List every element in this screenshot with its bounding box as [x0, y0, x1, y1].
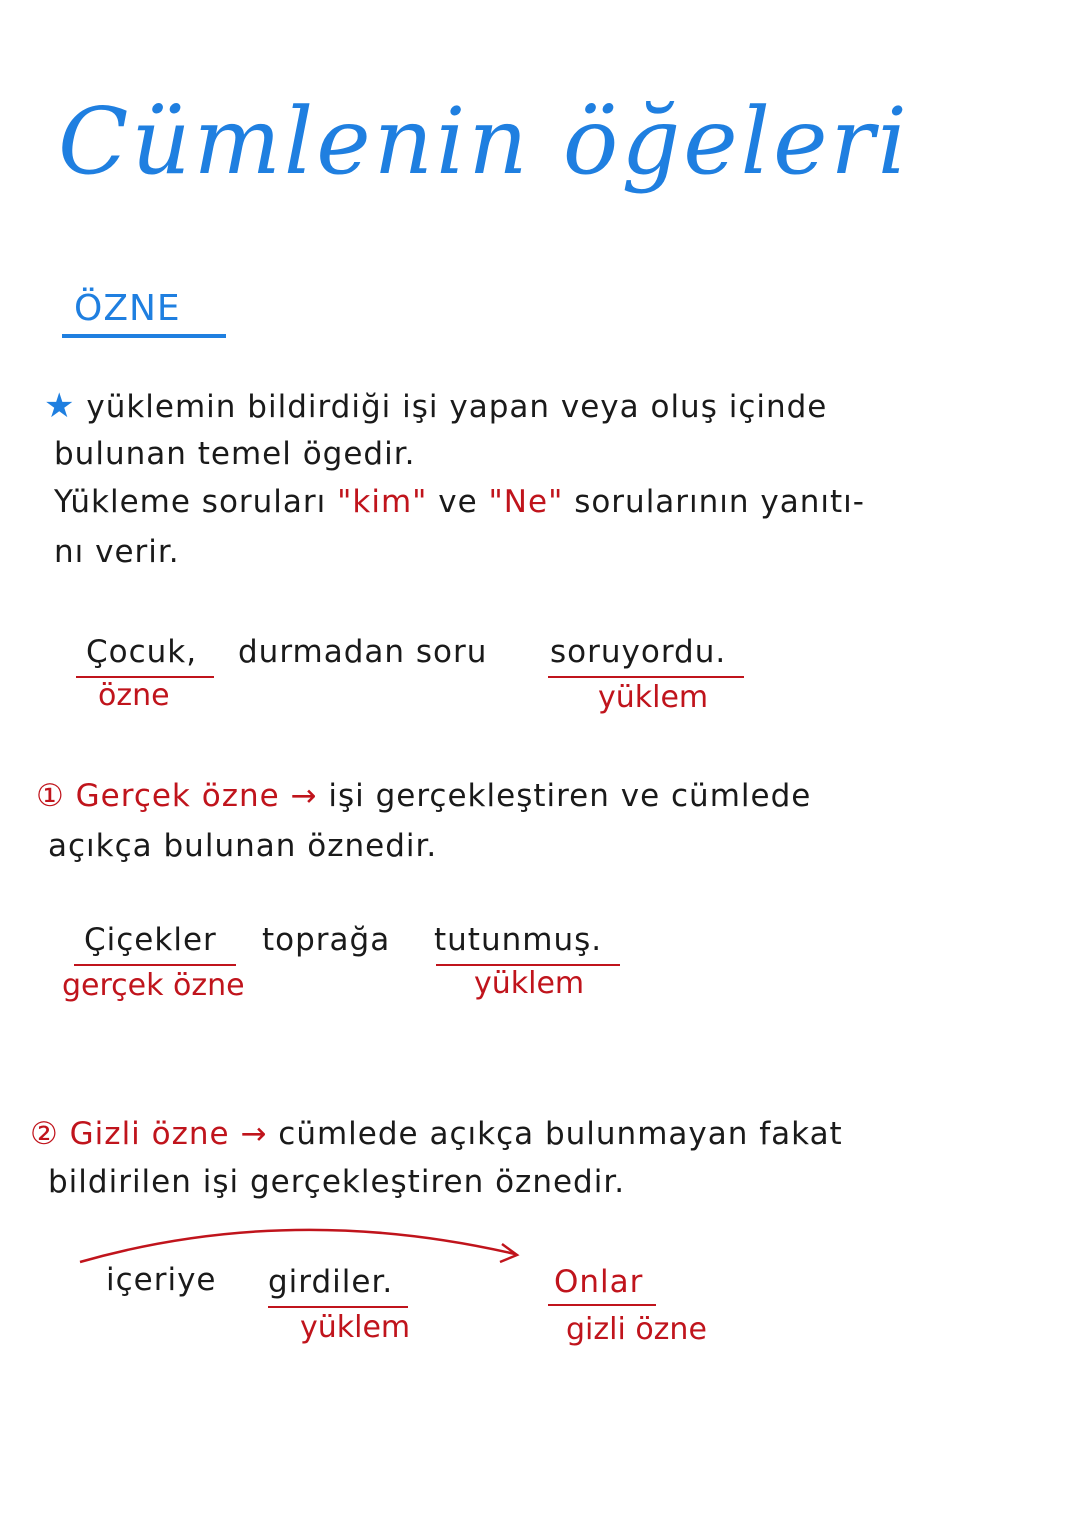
example1-subject-label: özne — [98, 678, 170, 713]
example3-predicate-underline — [268, 1306, 408, 1308]
type2-line-2: bildirilen işi gerçekleştiren öznedir. — [48, 1164, 626, 1200]
definition-line-3 — [54, 484, 865, 520]
type2-line-1 — [30, 1116, 843, 1152]
section-heading: ÖZNE — [74, 288, 181, 329]
definition-text-1: yüklemin bildirdiği işi yapan veya oluş içinde — [86, 389, 828, 425]
definition-line-1 — [44, 386, 827, 426]
conjunction-ve: ve — [438, 484, 478, 520]
heading-underline — [62, 334, 226, 338]
definition-line-4: nı verir. — [54, 534, 180, 570]
example3-word: içeriye — [106, 1262, 217, 1298]
example3-hidden-subject: Onlar — [554, 1264, 644, 1300]
example2-subject-label: gerçek özne — [62, 968, 245, 1003]
example3-predicate: girdiler. — [268, 1264, 394, 1300]
definition-text-3b: sorularının yanıtı- — [574, 484, 865, 520]
definition-line-2: bulunan temel ögedir. — [54, 436, 416, 472]
definition-text-3a: Yükleme soruları — [54, 484, 327, 520]
example3-hidden-subject-underline — [548, 1304, 656, 1306]
example3-hidden-subject-label: gizli özne — [566, 1312, 707, 1347]
type1-text-1: işi gerçekleştiren ve cümlede — [328, 778, 812, 814]
type2-text-1: cümlede açıkça bulunmayan fakat — [278, 1116, 843, 1152]
example2-subject: Çiçekler — [84, 922, 217, 958]
example3-predicate-label: yüklem — [300, 1310, 411, 1345]
example2-middle: toprağa — [262, 922, 391, 958]
type2-number: ② — [30, 1116, 59, 1152]
type1-line-2: açıkça bulunan öznedir. — [48, 828, 438, 864]
example1-predicate-underline — [548, 676, 744, 678]
star-icon: ★ — [44, 386, 76, 426]
kim-question: "kim" — [337, 484, 428, 520]
ne-question: "Ne" — [488, 484, 564, 520]
example2-predicate: tutunmuş. — [434, 922, 603, 958]
type1-line-1 — [36, 778, 811, 814]
example1-predicate-label: yüklem — [598, 680, 709, 715]
example2-subject-underline — [74, 964, 236, 966]
type2-name: Gizli özne → — [69, 1116, 268, 1152]
example1-middle: durmadan soru — [238, 634, 488, 670]
example2-predicate-label: yüklem — [474, 966, 585, 1001]
example1-subject: Çocuk, — [86, 634, 198, 670]
example1-predicate: soruyordu. — [550, 634, 727, 670]
page-title: Cümlenin öğeleri — [58, 88, 910, 195]
type1-number: ① — [36, 778, 65, 814]
type1-name: Gerçek özne → — [75, 778, 318, 814]
